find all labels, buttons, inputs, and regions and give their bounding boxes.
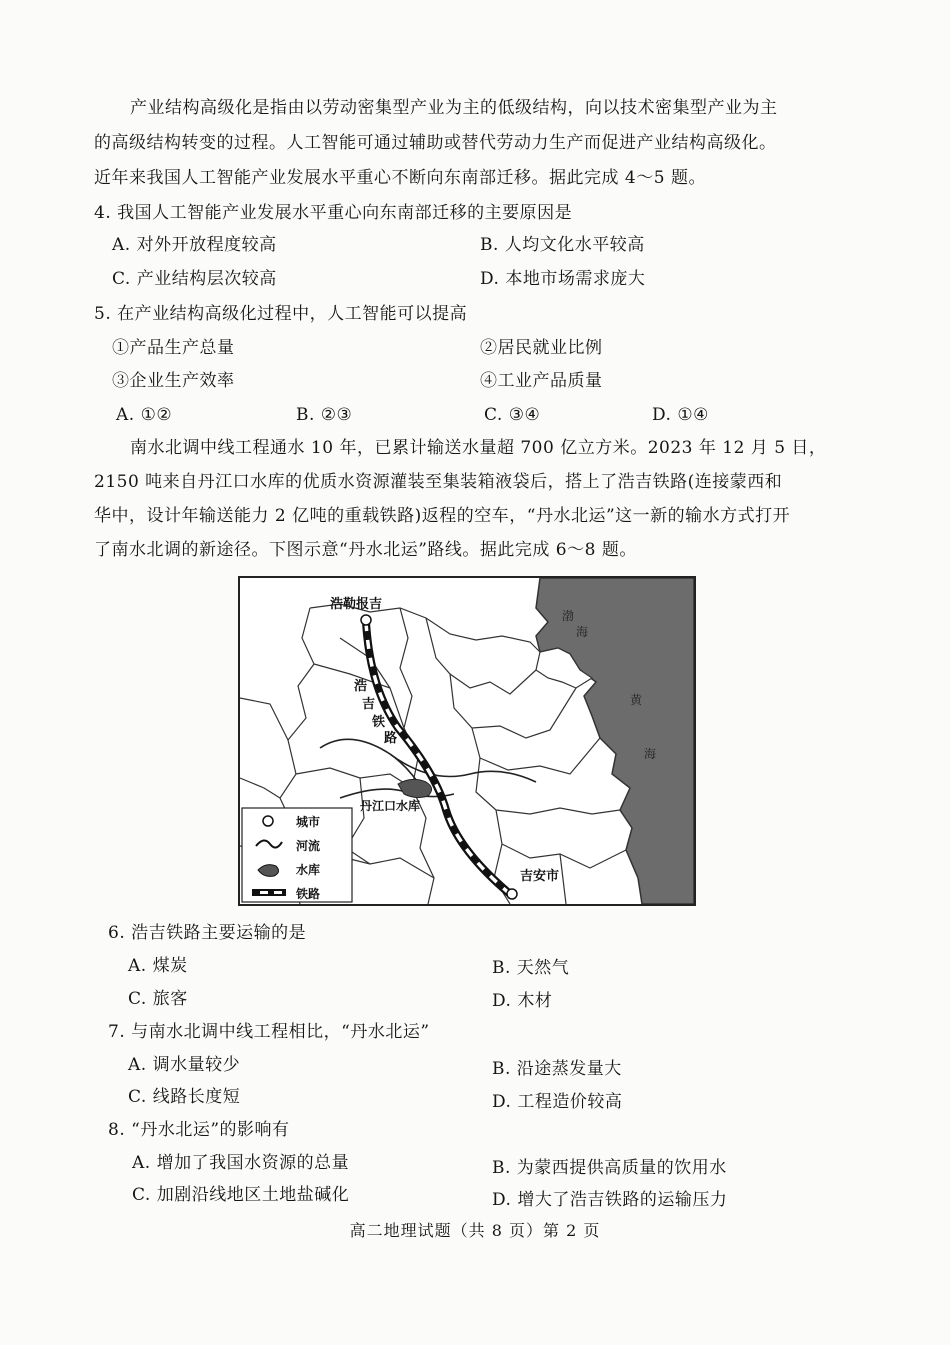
label-reservoir: 丹江口水库 [360, 799, 421, 813]
label-railway-3: 铁 [372, 715, 386, 730]
legend-river-label: 河流 [296, 839, 321, 853]
q4-option-c: C. 产业结构层次较高 [112, 269, 277, 289]
label-railway-1: 浩 [354, 679, 368, 694]
q5-item-1: ①产品生产总量 [112, 338, 235, 358]
passage2-line-3: 华中，设计年输送能力 2 亿吨的重载铁路)返程的空车，“丹水北运”这一新的输水方式打开 [94, 506, 791, 526]
city-marker-south [507, 889, 517, 899]
label-huanghai-2: 海 [644, 747, 657, 761]
q8-option-c: C. 加剧沿线地区土地盐碱化 [132, 1185, 350, 1205]
label-railway-2: 吉 [362, 697, 376, 712]
label-city-south: 吉安市 [520, 869, 560, 884]
q5-stem: 5. 在产业结构高级化过程中，人工智能可以提高 [94, 304, 468, 324]
label-bohai-2: 海 [576, 625, 589, 639]
q5-item-4: ④工业产品质量 [480, 371, 603, 391]
passage1-line-3: 近年来我国人工智能产业发展水平重心不断向东南部迁移。据此完成 4～5 题。 [94, 168, 706, 188]
q8-option-b: B. 为蒙西提供高质量的饮用水 [492, 1158, 727, 1178]
legend-railway-label: 铁路 [296, 887, 321, 901]
q7-option-c: C. 线路长度短 [128, 1087, 241, 1107]
label-bohai-1: 渤 [562, 609, 575, 623]
passage1-line-1: 产业结构高级化是指由以劳动密集型产业为主的低级结构，向以技术密集型产业为主 [130, 98, 778, 118]
railway-line [366, 622, 510, 894]
route-map [238, 576, 696, 906]
q4-option-a: A. 对外开放程度较高 [112, 235, 277, 255]
q6-option-a: A. 煤炭 [128, 956, 188, 976]
q5-option-a: A. ①② [116, 405, 173, 425]
q6-option-b: B. 天然气 [492, 958, 570, 978]
q7-option-d: D. 工程造价较高 [492, 1092, 623, 1112]
q8-option-a: A. 增加了我国水资源的总量 [132, 1153, 350, 1173]
q4-option-d: D. 本地市场需求庞大 [480, 269, 646, 289]
q6-stem: 6. 浩吉铁路主要运输的是 [108, 923, 307, 943]
q5-option-d: D. ①④ [652, 405, 709, 425]
q8-stem: 8. “丹水北运”的影响有 [108, 1120, 290, 1140]
q4-stem: 4. 我国人工智能产业发展水平重心向东南部迁移的主要原因是 [94, 203, 573, 223]
label-city-north: 浩勒报吉 [330, 597, 383, 612]
legend-city-label: 城市 [296, 815, 321, 829]
passage2-line-1: 南水北调中线工程通水 10 年，已累计输送水量超 700 亿立方米。2023 年 12 月 5 日， [130, 438, 827, 458]
q6-option-c: C. 旅客 [128, 989, 188, 1009]
railway-line-dash [366, 622, 510, 894]
label-railway-4: 路 [384, 731, 398, 746]
q6-option-d: D. 木材 [492, 991, 553, 1011]
q7-option-b: B. 沿途蒸发量大 [492, 1059, 622, 1079]
q4-option-b: B. 人均文化水平较高 [480, 235, 645, 255]
passage2-line-2: 2150 吨来自丹江口水库的优质水资源灌装至集装箱液袋后，搭上了浩吉铁路(连接蒙西和 [94, 472, 783, 492]
city-marker-north [361, 615, 371, 625]
q7-option-a: A. 调水量较少 [128, 1055, 241, 1075]
map-legend [242, 808, 352, 902]
reservoir-shape [398, 779, 432, 797]
q5-item-2: ②居民就业比例 [480, 338, 603, 358]
label-huanghai-1: 黄 [630, 693, 643, 707]
page-footer: 高二地理试题（共 8 页）第 2 页 [349, 1221, 601, 1240]
q5-option-b: B. ②③ [296, 405, 353, 425]
passage1-line-2: 的高级结构转变的过程。人工智能可通过辅助或替代劳动力生产而促进产业结构高级化。 [94, 133, 777, 153]
passage2-line-4: 了南水北调的新途径。下图示意“丹水北运”路线。据此完成 6～8 题。 [94, 540, 637, 560]
q7-stem: 7. 与南水北调中线工程相比，“丹水北运” [108, 1022, 430, 1042]
q5-option-c: C. ③④ [484, 405, 541, 425]
q5-item-3: ③企业生产效率 [112, 371, 235, 391]
legend-reservoir-label: 水库 [296, 863, 321, 877]
legend-city-icon [263, 816, 273, 826]
q8-option-d: D. 增大了浩吉铁路的运输压力 [492, 1190, 728, 1210]
